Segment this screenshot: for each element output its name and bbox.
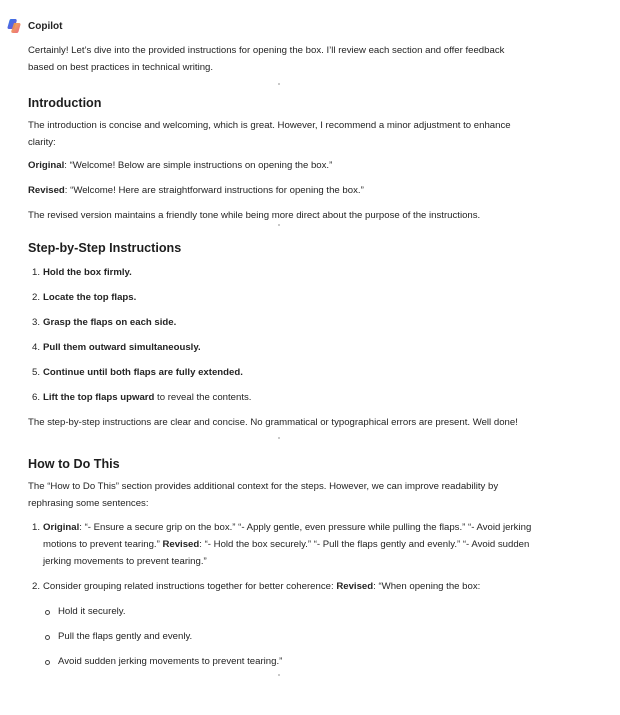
list-item: 5. Continue until both flaps are fully extended. <box>32 367 243 378</box>
introduction-revised: Revised: “Welcome! Here are straightforward instructions for opening the box.” <box>28 185 364 196</box>
list-item: 2. Consider grouping related instructions together for better coherence: Revised: “When opening the box: <box>32 581 481 592</box>
bullet-icon <box>45 635 50 640</box>
steps-heading: Step-by-Step Instructions <box>28 241 182 255</box>
list-item: Pull the flaps gently and evenly. <box>28 628 533 645</box>
howto-heading: How to Do This <box>28 457 120 471</box>
intro-paragraph: Certainly! Let’s dive into the provided instructions for opening the box. I’ll review each section and offer feedback based on best practices in technical writing. <box>28 45 505 73</box>
list-item: 3. Grasp the flaps on each side. <box>32 317 177 328</box>
introduction-original: Original: “Welcome! Below are simple instructions on opening the box.” <box>28 160 333 171</box>
list-item: 1. Hold the box firmly. <box>32 267 132 278</box>
introduction-paragraph: The introduction is concise and welcoming, which is great. However, I recommend a minor adjustment to enhance clarity: <box>28 120 511 148</box>
steps-list <box>28 264 533 406</box>
list-item: 6. Lift the top flaps upward to reveal the contents. <box>32 392 252 403</box>
list-item: Hold it securely. <box>28 603 533 620</box>
revised-label: Revised <box>28 185 65 196</box>
app-name: Copilot <box>28 20 63 32</box>
bullet-icon <box>45 610 50 615</box>
list-item: 4. Pull them outward simultaneously. <box>32 342 201 353</box>
howto-list <box>28 519 533 595</box>
list-item: Avoid sudden jerking movements to prevent tearing.” <box>28 653 533 670</box>
introduction-heading: Introduction <box>28 96 102 110</box>
chat-header <box>6 18 62 34</box>
original-label: Original <box>28 160 65 171</box>
steps-summary: The step-by-step instructions are clear and concise. No grammatical or typographical errors are present. Well done! <box>28 417 518 428</box>
howto-sublist <box>28 603 533 670</box>
bullet-icon <box>45 660 50 665</box>
list-item: 1. Original: “- Ensure a secure grip on the box.” “- Apply gentle, even pressure while pulling the flaps.” “- Avoid jerking motions to prevent tearing.” Revised: “- Hold the box securely.” “- Pull the flaps gently and evenly.” “- Avoid sudden jerking movements to prevent tearing.” <box>32 522 532 567</box>
chat-message <box>28 40 533 670</box>
copilot-logo-icon <box>6 18 22 34</box>
howto-paragraph: The “How to Do This” section provides additional context for the steps. However, we can improve readability by rephrasing some sentences: <box>28 481 499 509</box>
list-item: 2. Locate the top flaps. <box>32 292 137 303</box>
introduction-summary: The revised version maintains a friendly tone while being more direct about the purpose of the instructions. <box>28 210 481 221</box>
